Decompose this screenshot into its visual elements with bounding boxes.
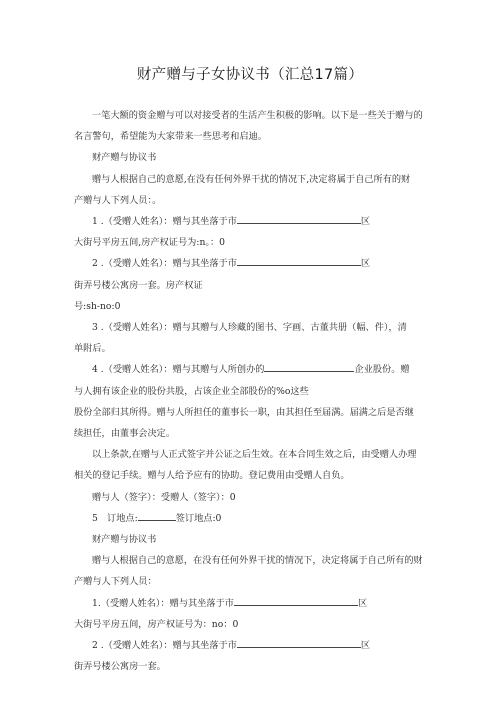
fill-in-blank xyxy=(138,511,176,521)
paragraph-line: 单附后。 xyxy=(74,343,111,355)
clause-1-line xyxy=(74,211,434,232)
paragraph-line: 街弄号楼公寓房一套。 xyxy=(74,661,166,673)
clause-text: 区 xyxy=(360,216,371,228)
paragraph-line: 街弄号楼公寓房一套。房产权证 xyxy=(74,279,203,291)
clause-text: 区 xyxy=(360,640,371,652)
paragraph-line: 赠与人根据自己的意愿，在没有任何外界干扰的情况下，决定将属于自己所有的财 xyxy=(92,555,423,567)
fill-in-blank xyxy=(234,596,358,606)
clause-text: 5 订地点: xyxy=(92,512,138,524)
paragraph-line: 大街号平房五间,房产权证号为:n。：0 xyxy=(74,237,225,249)
clause-4-line xyxy=(74,359,434,380)
clause-1-line xyxy=(74,593,434,614)
clause-2-line xyxy=(74,253,434,274)
clause-text: 4 .（受赠人姓名）：赠与其赠与人所创办的 xyxy=(92,364,265,376)
clause-text: 签订地点:0 xyxy=(175,512,222,524)
signature-line: 赠与人（签字）：受赠人（签字）：0 xyxy=(92,491,236,503)
paragraph-line: 与人拥有该企业的股份共股，占该企业全部股份的%o这些 xyxy=(74,385,309,397)
intro-line-2: 名言警句，希望能为大家带来一些思考和启迪。 xyxy=(74,131,267,143)
document-body xyxy=(74,105,434,677)
section-heading-2: 财产赠与协议书 xyxy=(92,534,157,546)
fill-in-blank xyxy=(237,256,361,266)
clause-text: 区 xyxy=(360,258,371,270)
paragraph-line: 相关的登记手续。赠与人给予应有的协助。登记费用由受赠人自负。 xyxy=(74,470,350,482)
paragraph-line: 产赠与人下列人员： xyxy=(74,576,157,588)
clause-text: 1 .（受赠人姓名）：赠与其坐落于市 xyxy=(92,216,237,228)
paragraph-line: 股份全部归其所得。赠与人所担任的董事长一职，由其担任至届满。届满之后是否继 xyxy=(74,406,414,418)
clause-text: 1.（受赠人姓名）：赠与其坐落于市 xyxy=(92,597,234,609)
signing-place-line xyxy=(74,508,434,529)
document-title: 财产赠与子女协议书（汇总17篇） xyxy=(136,67,364,83)
paragraph-line: 续担任，由董事会决定。 xyxy=(74,428,176,440)
fill-in-blank xyxy=(237,638,361,648)
clause-text: 2 .（受赠人姓名）：赠与其坐落于市 xyxy=(92,258,237,270)
intro-line-1: 一笔大额的资金赠与可以对接受者的生活产生积极的影响。以下是一些关于赠与的 xyxy=(92,110,423,121)
clause-text: 2 .（受赠人姓名）：赠与其坐落于市 xyxy=(92,640,237,652)
fill-in-blank xyxy=(237,214,361,224)
clause-3-line: 3 .（受赠人姓名）：赠与其赠与人珍藏的图书、字画、古董共册（幅、件），清 xyxy=(92,322,407,334)
fill-in-blank xyxy=(264,362,354,372)
paragraph-line: 号:sh-no:0 xyxy=(74,300,121,312)
clause-text: 区 xyxy=(357,597,368,609)
paragraph-line: 以上条款,在赠与人正式签字并公证之后生效。在本合同生效之后，由受赠人办理 xyxy=(92,449,417,461)
clause-2-line xyxy=(74,635,434,656)
paragraph-line: 产赠与人下列人员：。 xyxy=(74,194,162,206)
section-heading-1: 财产赠与协议书 xyxy=(92,152,157,164)
paragraph-line: 赠与人根据自己的意愿,在没有任何外界干扰的情况下,决定将属于自己所有的财 xyxy=(92,173,411,185)
paragraph-line: 大街号平房五间，房产权证号为：no：0 xyxy=(74,618,239,630)
clause-text: 企业股份。赠 xyxy=(354,364,410,376)
